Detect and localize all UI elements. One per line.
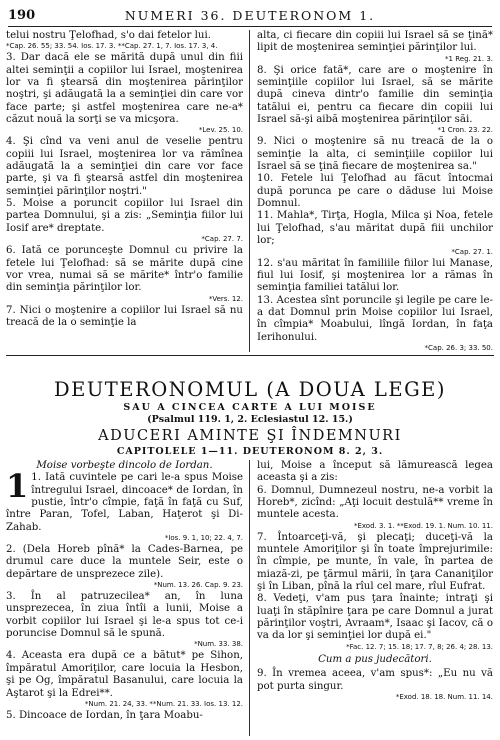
- cross-reference: *Num. 21. 24, 33. **Num. 21. 33. Ios. 13. 12.: [84, 699, 243, 708]
- verse-text: 12. s'au măritat în familiile fiilor lui Manase, fiul lui Iosif, şi moştenirea lor a rămas în seminţia familiei tatălui lor.: [257, 257, 493, 294]
- running-title: NUMERI 36. DEUTERONOM 1.: [124, 8, 376, 23]
- chapter-number: 1: [6, 467, 29, 506]
- section-heading: ADUCERI AMINTE ŞI ÎNDEMNURI: [98, 428, 402, 444]
- verse-text: lui, Moise a început să lămurească legea aceasta şi a zis:: [257, 460, 493, 484]
- cross-reference: *Lev. 25. 10.: [198, 126, 243, 135]
- page-number: 190: [8, 8, 36, 23]
- verse-text: 6. Iată ce porunceşte Domnul cu privire la fetele lui Ţelofhad: să se mărite după cine vor vrea, numai să se mărite* într'o familie din seminţia părinţilor lor.: [6, 245, 243, 294]
- verse-text: 11. Mahla*, Tirţa, Hogla, Milca şi Noa, fetele lui Ţelofhad, s'au măritat după fiii unchilor lor;: [257, 210, 493, 247]
- cross-reference: *Cap. 26. 3; 33. 50.: [424, 343, 493, 352]
- verse-text: 7. Întoarceţi-vă, şi plecaţi; duceţi-vă la muntele Amoriţilor şi în toate împrejurimile: în cîmpie, pe munte, în vale, în partea de miază-zi, pe ţărmul mării, în ţara Cananiţilor şi în Liban, pînă la rîul cel mare, rîul Eufrat.: [257, 531, 493, 593]
- verse-text: 2. (Dela Horeb pînă* la Cades-Barnea, pe drumul care duce la muntele Seir, este o depărtare de unsprezece zile).: [6, 544, 243, 580]
- deuteronomy-left-column: [6, 460, 243, 736]
- chapter-intro: Moise vorbeşte dincolo de Iordan.: [36, 460, 213, 471]
- book-title: DEUTERONOMUL (A DOUA LEGE): [53, 378, 447, 401]
- cross-reference: *Cap. 27. 7.: [201, 235, 243, 244]
- verse-text: 9. În vremea aceea, v'am spus*: „Eu nu vă pot purta singur.: [257, 668, 493, 692]
- section-separator: [6, 355, 494, 356]
- numbers-right-column: [257, 30, 493, 352]
- verse-text: alta, ci fiecare din copiii lui Israel să se ţină* lipit de moştenirea seminţiei părinţilor lui.: [257, 30, 493, 54]
- book-subtitle: SAU A CINCEA CARTE A LUI MOISE: [123, 402, 377, 413]
- verse-text: 6. Domnul, Dumnezeul nostru, ne-a vorbit la Horeb*, zicînd: „Aţi locuit destulă** vreme în muntele acesta.: [257, 484, 493, 521]
- cross-reference: *Cap. 26. 55; 33. 54. Ios. 17. 3. **Cap. 27. 1, 7. Ios. 17. 3, 4.: [6, 42, 218, 51]
- verse-text: 1. Iată cuvintele pe cari le-a spus Moise întregului Israel, dincoace* de Iordan, în pustie, într'o cîmpie, faţă în faţă cu Suf, între Paran, Tofel, Laban, Haţerot şi Di-Zahab.: [6, 472, 243, 533]
- verse-text: 8. Şi orice fată*, care are o moştenire în seminţiile copiilor lui Israel, să se mărite după cineva dintr'o familie din seminţia tatălui ei, pentru ca fiecare din copiii lui Israel să-şi aibă moştenirea părinţilor săi.: [257, 64, 493, 126]
- verse-text: 8. Vedeţi, v'am pus ţara înainte; intraţi şi luaţi în stăpînire ţara pe care Domnul a jurat părinţilor voştri, Avraam*, Isaac şi Iacov, că o va da lor şi seminţiei lor după ei.": [257, 593, 493, 642]
- verse-text: telui nostru Ţelofhad, s'o dai fetelor lui.: [6, 30, 211, 41]
- chapter-range: CAPITOLELE 1—11. DEUTERONOM 8. 2, 3.: [116, 446, 384, 457]
- cross-reference: *Num. 33. 38.: [194, 640, 243, 649]
- section-subheading: Cum a pus judecători.: [318, 653, 432, 665]
- verse-text: 10. Fetele lui Ţelofhad au făcut întocmai după porunca pe care o dăduse lui Moise Domnul.: [257, 173, 493, 210]
- verse-text: 7. Nici o moştenire a copiilor lui Israel să nu treacă de la o seminţie la: [6, 304, 243, 328]
- verse-text: 9. Nici o moştenire să nu treacă de la o seminţie la alta, ci seminţiile copiilor lui Israel să se ţină fiecare de moştenirea sa.": [257, 136, 493, 173]
- cross-reference: *Exod. 18. 18. Num. 11. 14.: [395, 692, 493, 701]
- numbers-left-column: [6, 30, 243, 352]
- cross-reference: *1 Reg. 21. 3.: [445, 54, 493, 63]
- cross-reference: *Vers. 12.: [208, 294, 243, 303]
- page-header: [8, 8, 492, 27]
- deuteronomy-right-column: [257, 460, 493, 736]
- verse-text: 3. În al patruzecilea* an, în luna unsprezecea, în ziua întîi a lunii, Moise a vorbit copiilor lui Israel şi le-a spus tot ce-i poruncise Domnul să le spună.: [6, 591, 243, 640]
- cross-reference: *Num. 13. 26. Cap. 9. 23.: [153, 581, 243, 590]
- verse-text: 4. Aceasta era după ce a bătut* pe Sihon, împăratul Amoriţilor, care locuia la Hesbon, şi pe Og, împăratul Basanului, care locuia la Aştarot şi la Edrei**.: [6, 650, 243, 699]
- verse-text: 4. Şi cînd va veni anul de veselie pentru copiii lui Israel, moştenirea lor va rămînea adăugată la a seminţiei din care vor face parte, şi va fi ştearsă astfel din moştenirea seminţiei părinţilor noştri.": [6, 136, 243, 197]
- verse-text: 13. Acestea sînt poruncile şi legile pe care le-a dat Domnul prin Moise copiilor lui Israel, în cîmpia* Moabului, lîngă Iordan, în faţa Ierihonului.: [257, 294, 493, 343]
- cross-reference: *Cap. 27. 1.: [451, 247, 493, 256]
- verse-text: 5. Dincoace de Iordan, în ţara Moabu-: [6, 709, 203, 721]
- cross-reference: *Fac. 12. 7; 15. 18; 17. 7, 8; 26. 4; 28. 13.: [346, 642, 493, 651]
- verse-text: 5. Moise a poruncit copiilor lui Israel din partea Domnului, şi a zis: „Seminţia fiilor lui Iosif are* dreptate.: [6, 198, 243, 234]
- verse-text: 3. Dar dacă ele se mărită după unul din fiii altei seminţii a copiilor lui Israel, moştenirea lor va fi ştearsă din moştenirea părinţilor noştri, şi adăugată la a seminţiei din care vor face parte; şi astfel moştenirea care ne-a* căzut nouă la sorţi se va micşora.: [6, 52, 243, 126]
- cross-reference: *Ios. 9. 1, 10; 22. 4, 7.: [164, 534, 243, 543]
- column-divider: [249, 460, 250, 736]
- column-divider: [249, 30, 250, 352]
- book-reference: (Psalmul 119. 1, 2. Eclesiastul 12. 15.): [147, 414, 353, 425]
- cross-reference: *Exod. 3. 1. **Exod. 19. 1. Num. 10. 11.: [353, 521, 493, 530]
- cross-reference: *1 Cron. 23. 22.: [437, 126, 493, 135]
